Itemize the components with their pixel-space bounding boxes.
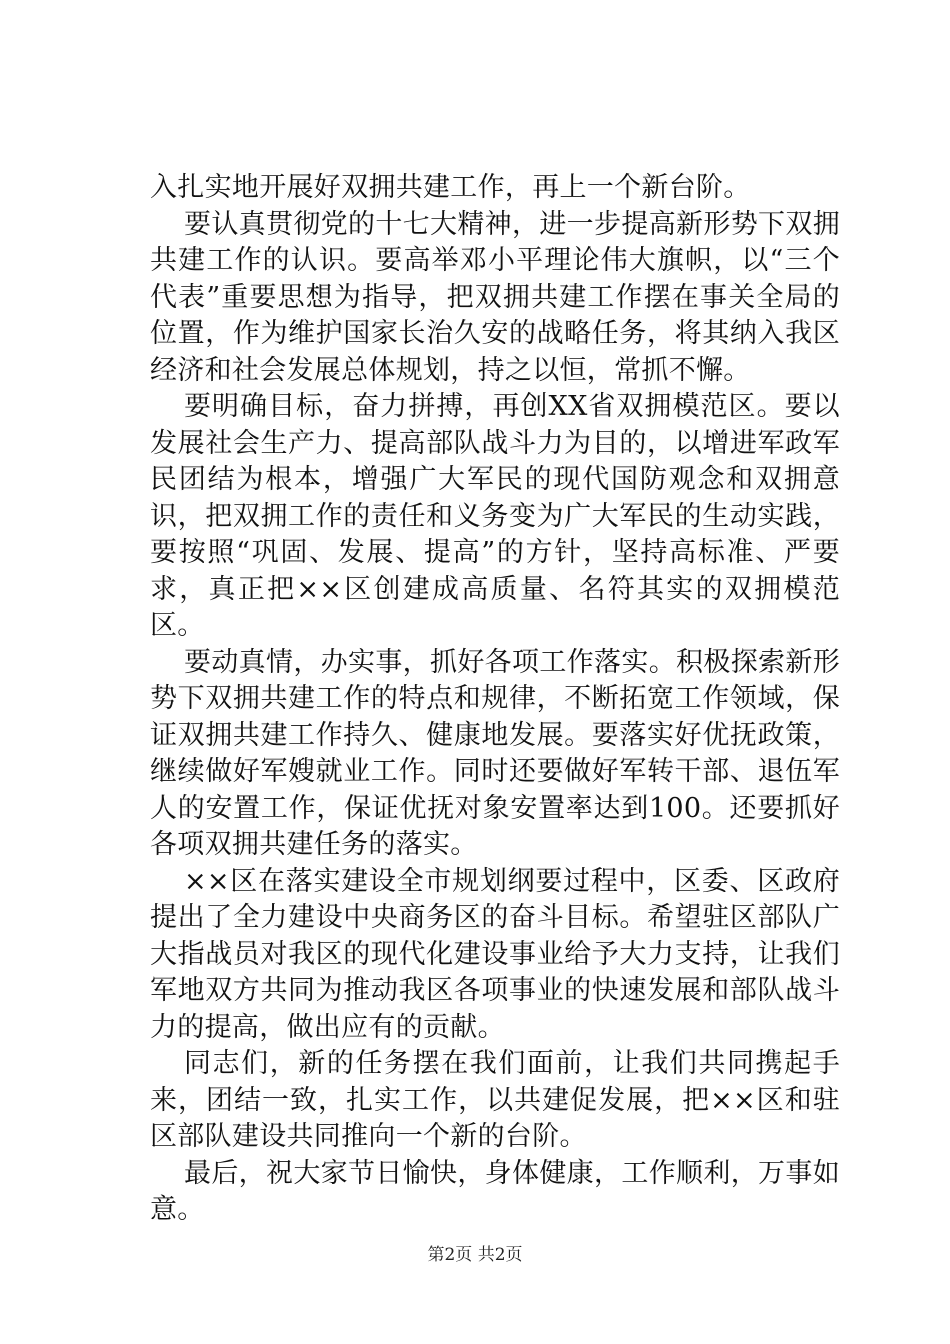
page-footer: 第2页 共2页 [427,1245,523,1265]
paragraph: 要明确目标，奋力拼搏，再创XX省双拥模范区。要以发展社会生产力、提高部队战斗力为目的，以增进军政军民团结为根本，增强广大军民的现代国防观念和双拥意识，把双拥工作的责任和义务变为广大军民的生动实践，要按照“巩固、发展、提高”的方针，坚持高标准、严要求，真正把××区创建成高质量、名符其实的双拥模范区。 [150,391,840,641]
paragraph: 入扎实地开展好双拥共建工作，再上一个新台阶。 [150,172,751,203]
paragraph: 同志们，新的任务摆在我们面前，让我们共同携起手来，团结一致，扎实工作，以共建促发展，把××区和驻区部队建设共同推向一个新的台阶。 [150,1048,840,1152]
paragraph: 最后，祝大家节日愉快，身体健康，工作顺利，万事如意。 [150,1157,840,1225]
paragraph: ××区在落实建设全市规划纲要过程中，区委、区政府提出了全力建设中央商务区的奋斗目标。希望驻区部队广大指战员对我区的现代化建设事业给予大力支持，让我们军地双方共同为推动我区各项事业的快速发展和部队战斗力的提高，做出应有的贡献。 [150,865,840,1043]
document-body [150,170,840,1229]
paragraph: 要认真贯彻党的十七大精神，进一步提高新形势下双拥共建工作的认识。要高举邓小平理论伟大旗帜，以“三个代表”重要思想为指导，把双拥共建工作摆在事关全局的位置，作为维护国家长治久安的战略任务，将其纳入我区经济和社会发展总体规划，持之以恒，常抓不懈。 [150,208,840,386]
paragraph: 要动真情，办实事，抓好各项工作落实。积极探索新形势下双拥共建工作的特点和规律，不断拓宽工作领域，保证双拥共建工作持久、健康地发展。要落实好优抚政策，继续做好军嫂就业工作。同时还要做好军转干部、退伍军人的安置工作，保证优抚对象安置率达到100。还要抓好各项双拥共建任务的落实。 [150,646,840,860]
